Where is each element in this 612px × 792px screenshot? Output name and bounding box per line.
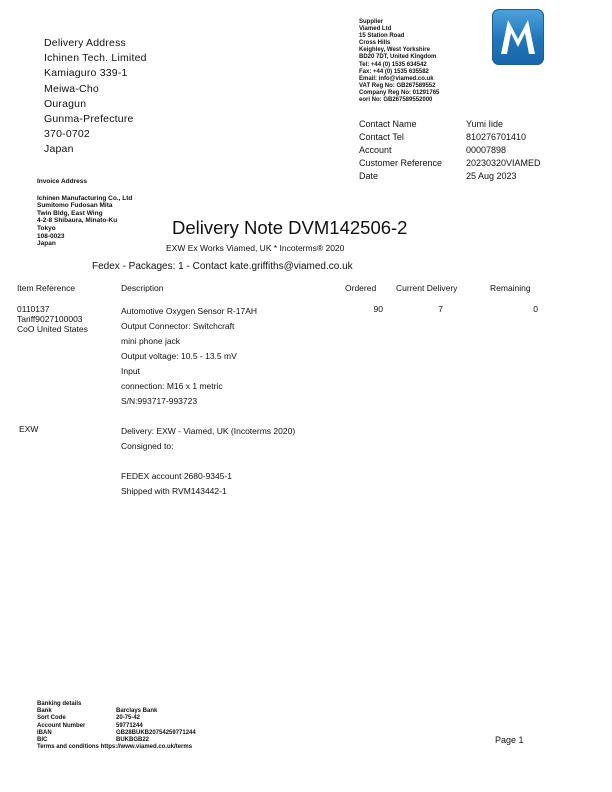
description-line: mini phone jack: [121, 336, 181, 346]
column-header-item: Item Reference: [17, 283, 76, 293]
bank-value: Barclays Bank: [116, 708, 158, 715]
description-line: connection: M16 x 1 metric: [121, 381, 223, 391]
supplier-line: Tel: +44 (0) 1535 634542: [359, 61, 427, 68]
exw-code: EXW: [19, 424, 39, 434]
exw-line: Consigned to:: [121, 441, 174, 451]
invoice-line: Tokyo: [37, 224, 56, 232]
supplier-line: Supplier: [359, 19, 384, 25]
column-header-remaining: Remaining: [490, 283, 531, 293]
description-line: Output voltage: 10.5 - 13.5 mV: [121, 351, 237, 361]
exw-line: FEDEX account 2680-9345-1: [121, 471, 233, 481]
invoice-line: Japan: [37, 240, 56, 248]
bank-row: [37, 737, 196, 744]
column-header-current-delivery: Current Delivery: [396, 283, 458, 293]
bank-label: Bank: [37, 708, 52, 715]
bank-label: IBAN: [37, 729, 52, 736]
ordered-value: 90: [373, 304, 383, 314]
supplier-line: eori No: GB267589552000: [359, 97, 433, 104]
column-header-description: Description: [121, 283, 164, 293]
invoice-line: 108-0023: [37, 232, 65, 240]
contact-label: Contact Tel: [359, 132, 404, 142]
banking-title: Banking details: [37, 701, 82, 707]
contact-value: 25 Aug 2023: [466, 171, 517, 181]
bank-value: BUKBGB22: [116, 737, 150, 744]
item-reference-cell: [17, 304, 88, 334]
supplier-line: Company Reg No: 01291765: [359, 89, 440, 96]
invoice-line: Sumitomo Fudosan Mita: [37, 202, 113, 210]
bank-row: [37, 715, 196, 722]
incoterms-line: EXW Ex Works Viamed, UK * Incoterms® 2020: [166, 243, 345, 253]
contact-details: [359, 118, 541, 183]
invoice-address-title: Invoice Address: [37, 178, 87, 185]
column-header-ordered: Ordered: [345, 283, 377, 293]
contact-label: Account: [359, 145, 392, 155]
document-title: Delivery Note DVM142506-2: [172, 217, 408, 238]
description-cell: [121, 304, 257, 409]
supplier-line: Viamed Ltd: [359, 26, 392, 33]
address-line: 370-0702: [44, 128, 90, 141]
bank-row: [37, 723, 196, 730]
bank-label: Account Number: [37, 722, 86, 729]
contact-label: Date: [359, 171, 379, 181]
contact-row: [359, 170, 541, 183]
contact-label: Contact Name: [359, 119, 417, 129]
contact-row: [359, 144, 541, 157]
contact-value: 810276701410: [466, 132, 527, 142]
logo-mark-icon: [492, 9, 544, 65]
item-line: Tariff9027100003: [17, 314, 83, 324]
description-line: Automotive Oxygen Sensor R-17AH: [121, 306, 258, 316]
address-line: Ouragun: [44, 97, 87, 110]
exw-details: [121, 424, 295, 499]
bank-label: BIC: [37, 737, 48, 744]
supplier-line: Fax: +44 (0) 1535 635582: [359, 68, 429, 75]
current-delivery-value: 7: [438, 304, 443, 314]
delivery-address: [44, 36, 147, 158]
contact-value: 20230320VIAMED: [466, 158, 541, 168]
item-line: 0110137: [17, 304, 50, 314]
contact-row: [359, 157, 541, 170]
supplier-line: BD20 7DT, United Kingdom: [359, 54, 437, 61]
bank-value: 20-75-42: [116, 715, 141, 722]
remaining-value: 0: [533, 304, 538, 314]
exw-line: Shipped with RVM143442-1: [121, 486, 227, 496]
address-line: Delivery Address: [44, 37, 126, 49]
supplier-block: [359, 19, 439, 104]
address-line: Meiwa-Cho: [44, 82, 99, 95]
item-line: CoO United States: [17, 324, 88, 334]
supplier-line: 15 Station Road: [359, 33, 405, 40]
address-line: Ichinen Tech. Limited: [44, 52, 147, 65]
supplier-line: Cross Hills: [359, 40, 391, 47]
supplier-line: Email: info@viamed.co.uk: [359, 75, 434, 82]
contact-row: [359, 118, 541, 131]
banking-details: [37, 701, 196, 751]
contact-value: Yumi Iide: [466, 119, 504, 129]
description-line: S/N:993717-993723: [121, 396, 198, 406]
supplier-line: VAT Reg No: GB267589552: [359, 82, 436, 89]
bank-row: [37, 730, 196, 737]
invoice-address: [37, 178, 132, 248]
company-logo-icon: [492, 9, 544, 65]
description-line: Input: [121, 366, 140, 376]
page-number: Page 1: [495, 735, 524, 745]
address-line: Japan: [44, 143, 74, 156]
bank-label: Sort Code: [37, 715, 66, 722]
address-line: Gunma-Prefecture: [44, 113, 134, 126]
contact-row: [359, 131, 541, 144]
invoice-line: Twin Bldg, East Wing: [37, 209, 103, 217]
address-line: Kamiaguro 339-1: [44, 67, 128, 80]
terms-link[interactable]: Terms and conditions https://www.viamed.co.uk/terms: [37, 744, 193, 751]
description-line: Output Connector: Switchcraft: [121, 321, 235, 331]
invoice-line: 4-2-8 Shibaura, Minato-Ku: [37, 217, 118, 225]
bank-value: 59771244: [116, 722, 143, 729]
exw-line: Delivery: EXW - Viamed, UK (Incoterms 2020): [121, 426, 296, 436]
shipping-info: Fedex - Packages: 1 - Contact kate.griffiths@viamed.co.uk: [92, 261, 353, 272]
bank-row: [37, 708, 196, 715]
invoice-line: Ichinen Manufacturing Co., Ltd: [37, 194, 133, 202]
contact-value: 00007898: [466, 145, 507, 155]
exw-line: [121, 454, 295, 469]
supplier-line: Keighley, West Yorkshire: [359, 47, 430, 54]
contact-label: Customer Reference: [359, 158, 443, 168]
bank-value: GB28BUKB20754259771244: [116, 729, 196, 736]
